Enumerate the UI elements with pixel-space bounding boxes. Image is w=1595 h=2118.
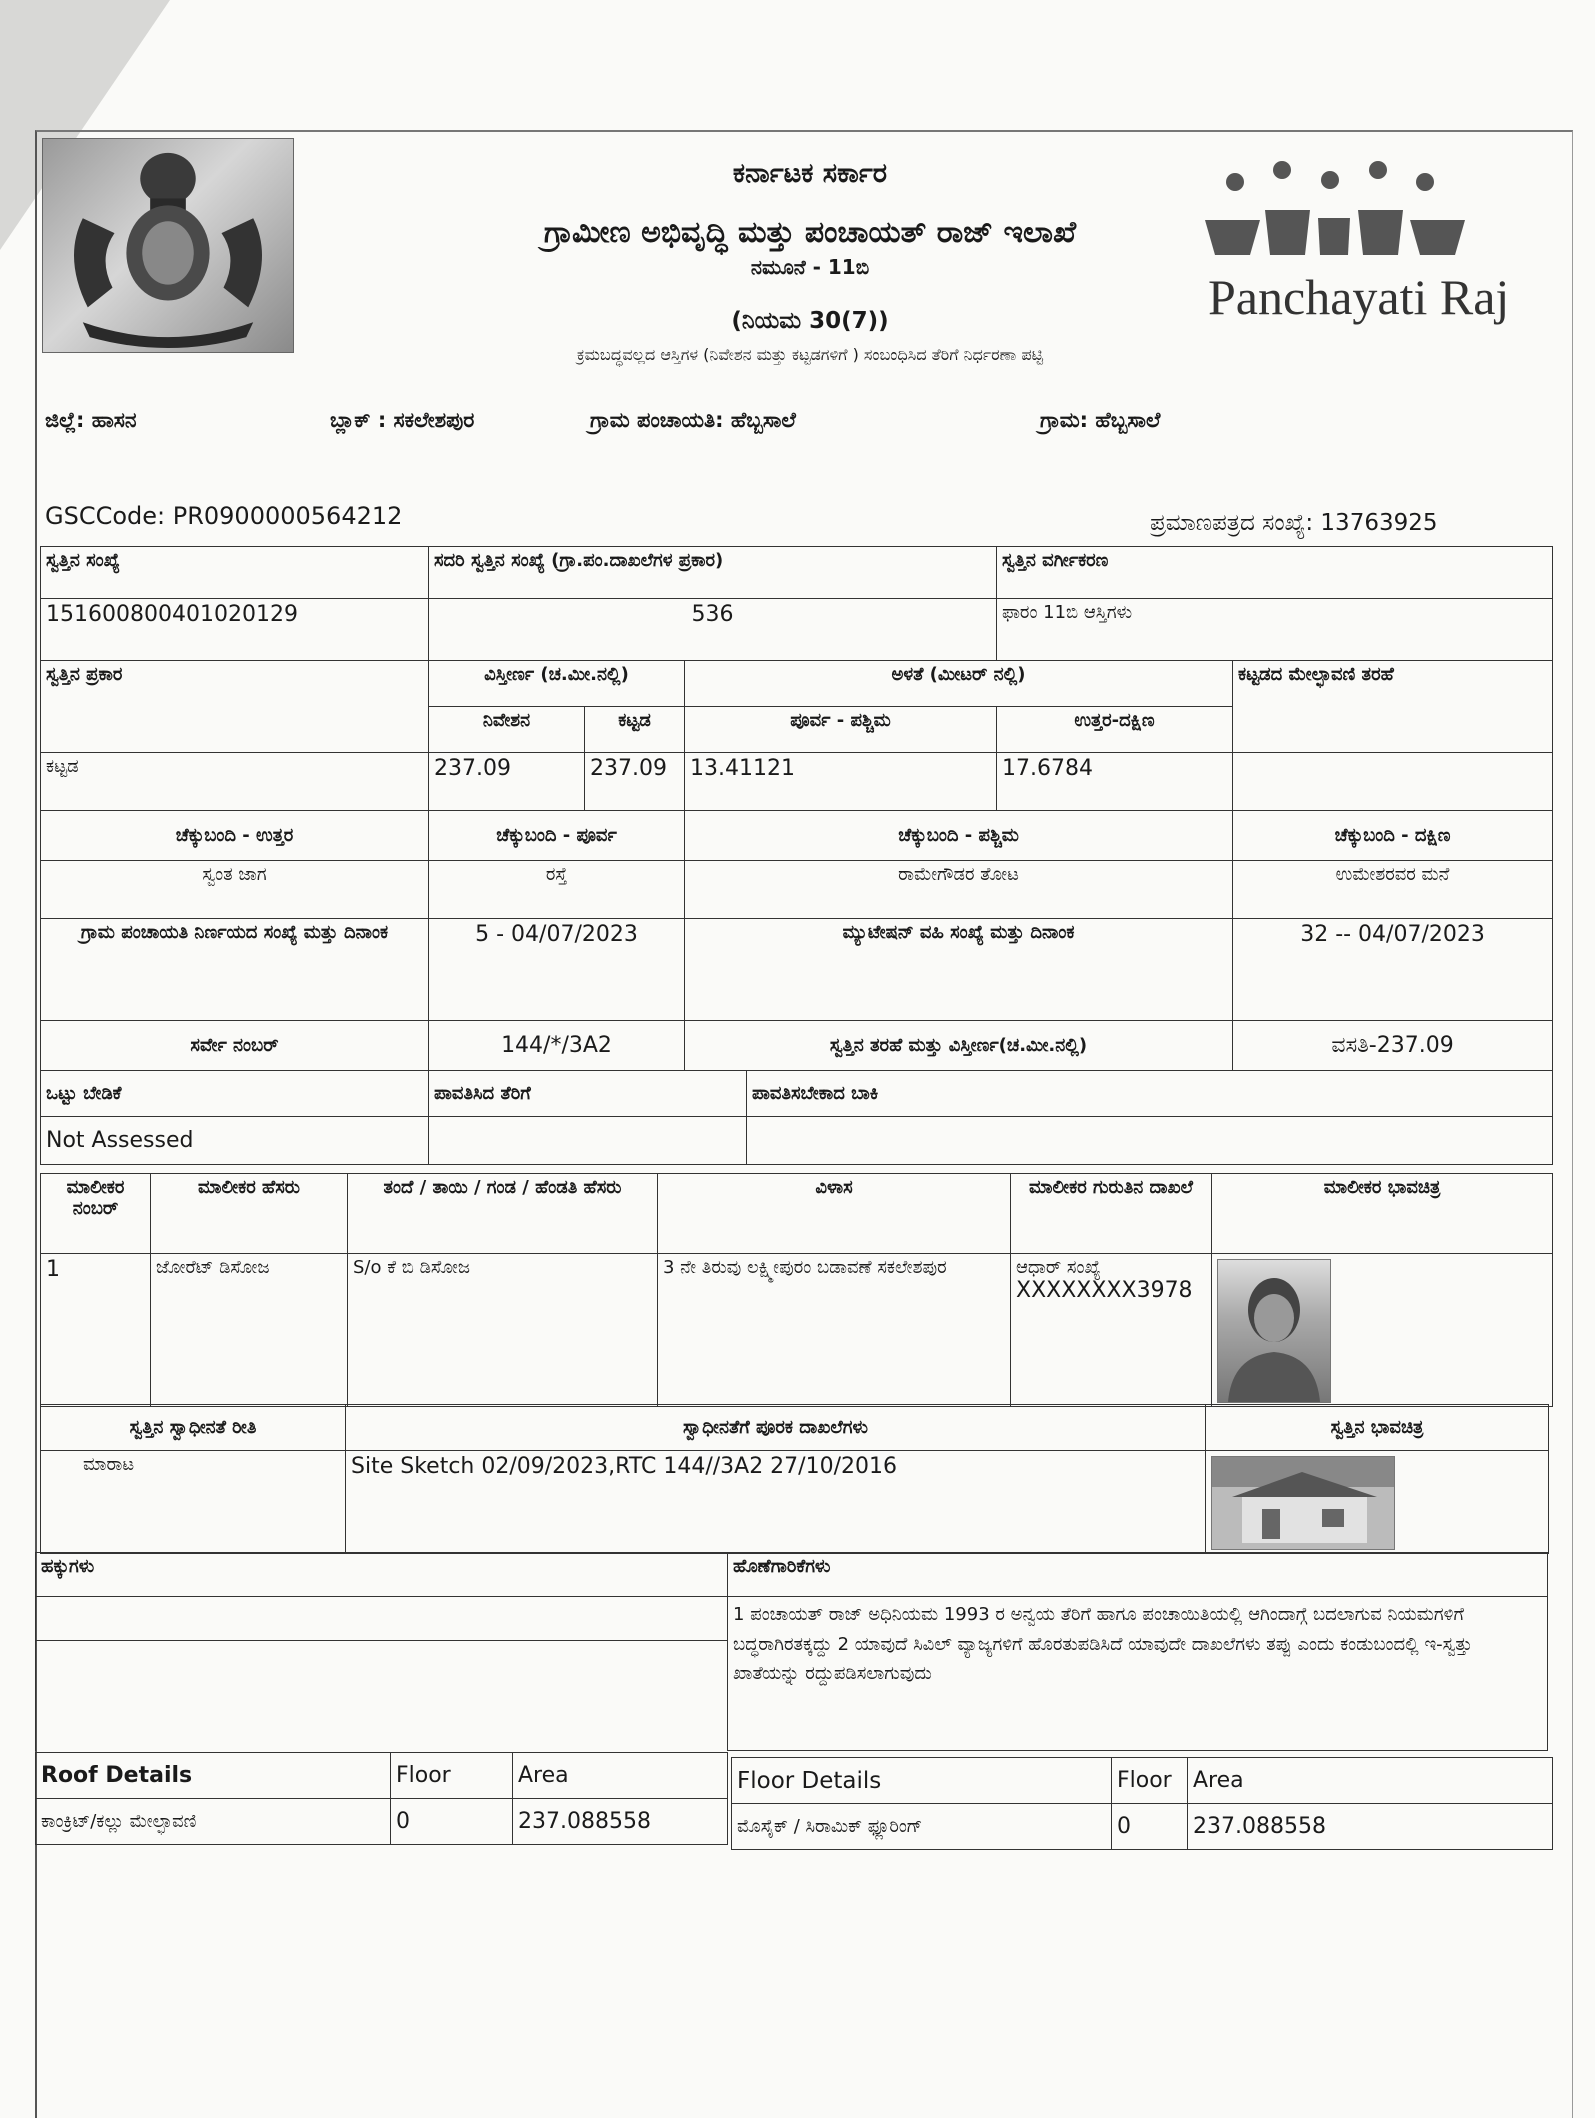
floor-details-table [731,1757,1553,1850]
property-number: 151600800401020129 [41,599,429,661]
owner-photo-header: ಮಾಲೀಕರ ಭಾವಚಿತ್ರ [1212,1174,1553,1254]
certificate-number: ಪ್ರಮಾಣಪತ್ರದ ಸಂಖ್ಯೆ: 13763925 [1150,510,1438,536]
village-label: ಗ್ರಾಮ: ಹೆಬ್ಬಸಾಲೆ [1040,408,1161,432]
property-details-table [40,546,1553,1165]
acquisition-table [40,1404,1549,1554]
tax-due [747,1117,1553,1165]
property-class: ಫಾರಂ 11ಬಿ ಆಸ್ತಿಗಳು [997,599,1553,661]
east-west-header: ಪೂರ್ವ - ಪಶ್ಚಿಮ [685,707,997,753]
block-label: ಬ್ಲಾಕ್ : ಸಕಲೇಶಪುರ [330,408,475,432]
gp-property-number-header: ಸದರಿ ಸ್ವತ್ತಿನ ಸಂಖ್ಯೆ (ಗ್ರಾ.ಪಂ.ದಾಖಲೆಗಳ ಪ್ರಕಾರ) [429,547,997,599]
acquisition-docs-header: ಸ್ವಾಧೀನತೆಗೆ ಪೂರಕ ದಾಖಲೆಗಳು [346,1405,1206,1451]
survey-number: 144/*/3A2 [429,1021,685,1071]
survey-number-header: ಸರ್ವೇ ನಂಬರ್ [41,1021,429,1071]
tax-paid [429,1117,747,1165]
roof-floor-header: Floor [391,1753,513,1799]
form-subtitle: ಕ್ರಮಬದ್ಧವಲ್ಲದ ಆಸ್ತಿಗಳ (ನಿವೇಶನ ಮತ್ತು ಕಟ್ಟಡಗಳಿಗೆ ) ಸಂಬಂಧಿಸಿದ ತೆರಿಗೆ ನಿರ್ಧರಣಾ ಪಟ್ಟಿ [576,345,1044,364]
property-photo-cell [1206,1451,1549,1554]
owner-photo-cell [1212,1254,1553,1407]
tax-due-header: ಪಾವತಿಸಬೇಕಾದ ಬಾಕಿ [747,1071,1553,1117]
logo-text: Panchayati Raj [1208,269,1510,325]
form-number: ನಮೂನೆ - 11ಬಿ [750,255,870,279]
property-type: ಕಟ್ಟಡ [41,753,429,811]
liabilities-text: 1 ಪಂಚಾಯತ್ ರಾಜ್ ಅಧಿನಿಯಮ 1993 ರ ಅನ್ವಯ ತೆರಿಗೆ ಹಾಗೂ ಪಂಚಾಯಿತಿಯಲ್ಲಿ ಆಗಿಂದಾಗ್ಗೆ ಬದಲಾಗುವ ನಿಯಮಗಳಿಗೆ ಬದ್ಧರಾಗಿರತಕ್ಕದ್ದು 2 ಯಾವುದೆ ಸಿವಿಲ್ ವ್ಯಾಜ್ಯಗಳಿಗೆ ಹೊರತುಪಡಿಸಿದೆ ಯಾವುದೇ ದಾಖಲೆಗಳು ತಪ್ಪು ಎಂದು ಕಂಡುಬಂದಲ್ಲಿ ಇ-ಸ್ವತ್ತು ಖಾತೆಯನ್ನು ರದ್ದುಪಡಿಸಲಾಗುವುದು [728,1597,1548,1751]
gp-property-number: 536 [429,599,997,661]
roof-area-value: 237.088558 [513,1799,728,1845]
boundary-north-header: ಚೆಕ್ಕುಬಂದಿ - ಉತ್ತರ [41,811,429,861]
property-photo-header: ಸ್ವತ್ತಿನ ಭಾವಚಿತ್ರ [1206,1405,1549,1451]
acquisition-method: ಮಾರಾಟ [41,1451,346,1554]
karnataka-emblem-icon [42,138,294,353]
building-header: ಕಟ್ಟಡ [585,707,685,753]
mutation-header: ಮ್ಯುಟೇಷನ್ ವಹಿ ಸಂಖ್ಯೆ ಮತ್ತು ದಿನಾಂಕ [685,919,1233,1021]
building-area: 237.09 [585,753,685,811]
boundary-east: ರಸ್ತೆ [429,861,685,919]
roof-area-header: Area [513,1753,728,1799]
boundary-west-header: ಚೆಕ್ಕುಬಂದಿ - ಪಶ್ಚಿಮ [685,811,1233,861]
owner-name: ಜೋರೆಟ್ ಡಿಸೋಜ [151,1254,348,1407]
roof-floor-value: 0 [391,1799,513,1845]
owner-name-header: ಮಾಲೀಕರ ಹೆಸರು [151,1174,348,1254]
panchayati-raj-logo [1200,160,1510,335]
floor-details-header: Floor Details [732,1758,1112,1804]
rights-liabilities-table [35,1552,1548,1751]
acquisition-method-header: ಸ್ವತ್ತಿನ ಸ್ವಾಧೀನತೆ ರೀತಿ [41,1405,346,1451]
roof-details-header: Roof Details [36,1753,391,1799]
rights-row-2 [36,1641,728,1751]
property-type-header: ಸ್ವತ್ತಿನ ಪ್ರಕಾರ [41,661,429,753]
owner-photo [1217,1259,1331,1403]
gsc-code: GSCCode: PR0900000564212 [45,502,403,530]
rule-number: (ನಿಯಮ 30(7)) [731,308,889,334]
dimension-header: ಅಳತೆ (ಮೀಟರ್ ನಲ್ಲಿ) [685,661,1233,707]
north-south-length: 17.6784 [997,753,1233,811]
owner-id-type: ಆಧಾರ್ ಸಂಖ್ಯೆ [1016,1257,1101,1278]
floor-area-value: 237.088558 [1188,1804,1553,1850]
site-header: ನಿವೇಶನ [429,707,585,753]
owner-id-cell [1011,1254,1212,1407]
east-west-length: 13.41121 [685,753,997,811]
owner-id-header: ಮಾಲೀಕರ ಗುರುತಿನ ದಾಖಲೆ [1011,1174,1212,1254]
owner-number: 1 [41,1254,151,1407]
district-label: ಜಿಲ್ಲೆ: ಹಾಸನ [45,408,137,432]
owner-parent-header: ತಂದೆ / ತಾಯಿ / ಗಂಡ / ಹೆಂಡತಿ ಹೆಸರು [348,1174,658,1254]
owner-id-number: XXXXXXXX3978 [1016,1278,1193,1303]
gp-decision-header: ಗ್ರಾಮ ಪಂಚಾಯತಿ ನಿರ್ಣಯದ ಸಂಖ್ಯೆ ಮತ್ತು ದಿನಾಂಕ [41,919,429,1021]
gram-panchayat-label: ಗ್ರಾಮ ಪಂಚಾಯತಿ: ಹೆಬ್ಬಸಾಲೆ [590,408,796,432]
total-demand-header: ಒಟ್ಟು ಬೇಡಿಕೆ [41,1071,429,1117]
owner-parent: S/o ಕೆ ಬಿ ಡಿಸೋಜ [348,1254,658,1407]
owner-address: 3 ನೇ ತಿರುವು ಲಕ್ಷ್ಮೀಪುರಂ ಬಡಾವಣೆ ಸಕಲೇಶಪುರ [658,1254,1011,1407]
owner-number-header: ಮಾಲೀಕರ ನಂಬರ್ [41,1174,151,1254]
rights-row-1 [36,1597,728,1641]
roof-details-table [35,1752,728,1845]
government-title: ಕರ್ನಾಟಕ ಸರ್ಕಾರ [732,158,888,189]
site-area: 237.09 [429,753,585,811]
roof-type-value: ಕಾಂಕ್ರಿಟ್/ಕಲ್ಲು ಮೇಲ್ಛಾವಣಿ [36,1799,391,1845]
floor-floor-header: Floor [1112,1758,1188,1804]
flooring-type-value: ಮೊಸೈಕ್ / ಸಿರಾಮಿಕ್ ಫ್ಲೂರಿಂಗ್ [732,1804,1112,1850]
property-kind-header: ಸ್ವತ್ತಿನ ತರಹೆ ಮತ್ತು ವಿಸ್ತೀರ್ಣ(ಚ.ಮೀ.ನಲ್ಲಿ) [685,1021,1233,1071]
boundary-east-header: ಚೆಕ್ಕುಬಂದಿ - ಪೂರ್ವ [429,811,685,861]
acquisition-docs: Site Sketch 02/09/2023,RTC 144//3A2 27/10/2016 [346,1451,1206,1554]
property-photo [1211,1456,1395,1550]
roof-type [1233,753,1553,811]
mutation-number: 32 -- 04/07/2023 [1233,919,1553,1021]
area-header: ವಿಸ್ತೀರ್ಣ (ಚ.ಮೀ.ನಲ್ಲಿ) [429,661,685,707]
floor-floor-value: 0 [1112,1804,1188,1850]
tax-paid-header: ಪಾವತಿಸಿದ ತೆರಿಗೆ [429,1071,747,1117]
property-class-header: ಸ್ವತ್ತಿನ ವರ್ಗೀಕರಣ [997,547,1553,599]
boundary-south: ಉಮೇಶರವರ ಮನೆ [1233,861,1553,919]
total-demand: Not Assessed [41,1117,429,1165]
boundary-north: ಸ್ವಂತ ಜಾಗ [41,861,429,919]
property-kind: ವಸತಿ-237.09 [1233,1021,1553,1071]
floor-area-header: Area [1188,1758,1553,1804]
north-south-header: ಉತ್ತರ-ದಕ್ಷಿಣ [997,707,1233,753]
liabilities-header: ಹೊಣೆಗಾರಿಕೆಗಳು [728,1553,1548,1597]
property-number-header: ಸ್ವತ್ತಿನ ಸಂಖ್ಯೆ [41,547,429,599]
rights-header: ಹಕ್ಕುಗಳು [36,1553,728,1597]
gp-decision: 5 - 04/07/2023 [429,919,685,1021]
owner-address-header: ವಿಳಾಸ [658,1174,1011,1254]
department-title: ಗ್ರಾಮೀಣ ಅಭಿವೃದ್ಧಿ ಮತ್ತು ಪಂಚಾಯತ್ ರಾಜ್ ಇಲಾಖೆ [543,215,1077,250]
boundary-west: ರಾಮೇಗೌಡರ ತೋಟ [685,861,1233,919]
owner-table [40,1173,1553,1407]
roof-type-header: ಕಟ್ಟಡದ ಮೇಲ್ಛಾವಣಿ ತರಹೆ [1233,661,1553,753]
boundary-south-header: ಚೆಕ್ಕುಬಂದಿ - ದಕ್ಷಿಣ [1233,811,1553,861]
